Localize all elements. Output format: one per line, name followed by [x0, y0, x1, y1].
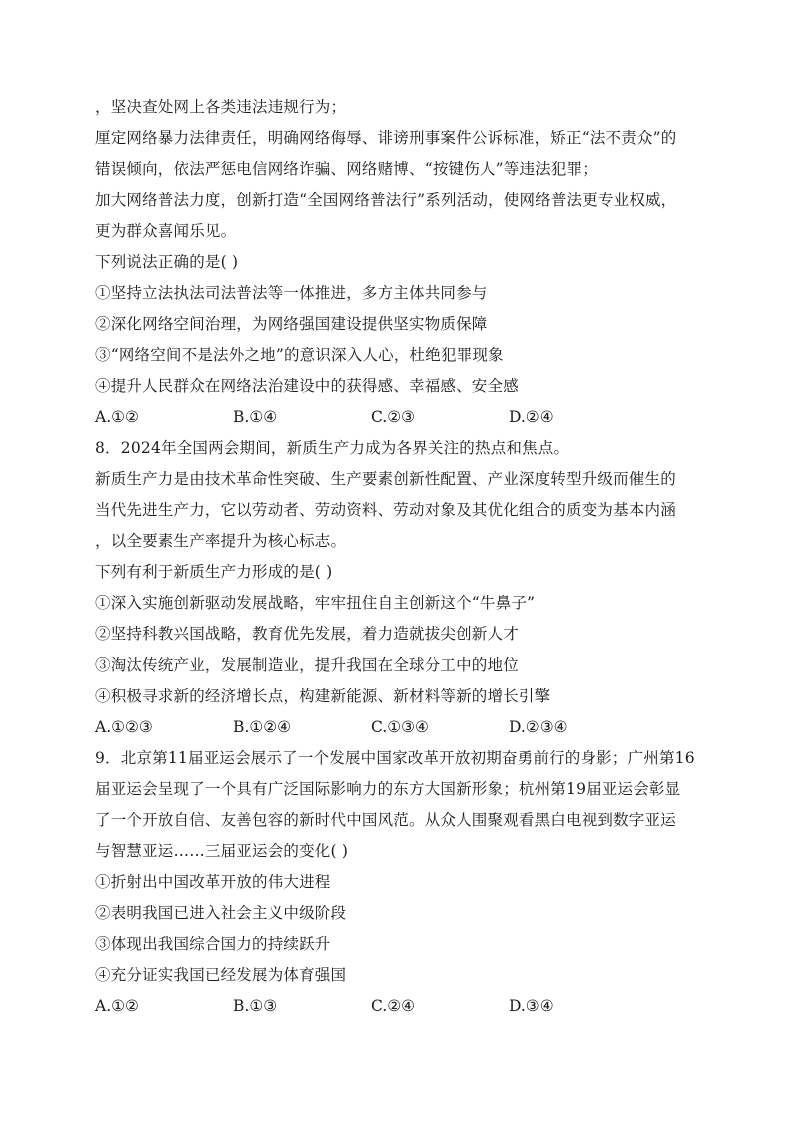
choice-d: D.②④: [509, 408, 554, 426]
question-title: 9．北京第11届亚运会展示了一个发展中国家改革开放初期奋勇前行的身影；广州第16: [95, 749, 695, 767]
question-9-options: [95, 867, 705, 991]
stem-line: 当代先进生产力，它以劳动者、劳动资料、劳动对象及其优化组合的质变为基本内涵: [95, 501, 676, 519]
option-statement: ②坚持科教兴国战略，教育优先发展，着力造就拔尖创新人才: [95, 625, 519, 643]
stem-line: 届亚运会呈现了一个具有广泛国际影响力的东方大国新形象；杭州第19届亚运会彰显: [95, 780, 681, 798]
stem-line: ，以全要素生产率提升为核心标志。: [95, 532, 347, 550]
choice-a: A.①②③: [95, 718, 153, 736]
option-statement: ②深化网络空间治理，为网络强国建设提供坚实物质保障: [95, 315, 488, 333]
choice-d: D.②③④: [509, 718, 568, 736]
question-prompt: 下列有利于新质生产力形成的是( ): [95, 563, 333, 581]
question-7-options: [95, 278, 705, 402]
choice-b: B.①②④: [233, 718, 292, 736]
option-statement: ③体现出我国综合国力的持续跃升: [95, 935, 331, 953]
question-7-stem: [95, 92, 705, 278]
question-9-choices: [95, 991, 705, 1022]
stem-line: 错误倾向，依法严惩电信网络诈骗、网络赌博、“按键伤人”等违法犯罪；: [95, 160, 598, 178]
question-8-options: [95, 588, 705, 712]
stem-line: 了一个开放自信、友善包容的新时代中国风范。从众人围聚观看黑白电视到数字亚运: [95, 811, 676, 829]
question-7-choices: [95, 402, 705, 433]
stem-line: 更为群众喜闻乐见。: [95, 222, 237, 240]
exam-page: [95, 92, 705, 1022]
stem-line: 加大网络普法力度，创新打造“全国网络普法行”系列活动，使网络普法更专业权威，: [95, 191, 677, 209]
option-statement: ④提升人民群众在网络法治建设中的获得感、幸福感、安全感: [95, 377, 519, 395]
stem-line: 厘定网络暴力法律责任，明确网络侮辱、诽谤刑事案件公诉标准，矫正“法不责众”的: [95, 129, 677, 147]
question-title: 8．2024年全国两会期间，新质生产力成为各界关注的热点和焦点。: [95, 439, 570, 457]
choice-d: D.③④: [509, 997, 554, 1015]
option-statement: ③“网络空间不是法外之地”的意识深入人心，杜绝犯罪现象: [95, 346, 504, 364]
question-prompt: 下列说法正确的是( ): [95, 253, 239, 271]
choice-c: C.②③: [371, 408, 416, 426]
choice-b: B.①③: [233, 997, 278, 1015]
choice-c: C.①③④: [371, 718, 429, 736]
option-statement: ①折射出中国改革开放的伟大进程: [95, 873, 331, 891]
option-statement: ②表明我国已进入社会主义中级阶段: [95, 904, 347, 922]
option-statement: ①深入实施创新驱动发展战略，牢牢扭住自主创新这个“牛鼻子”: [95, 594, 536, 612]
option-statement: ①坚持立法执法司法普法等一体推进，多方主体共同参与: [95, 284, 488, 302]
option-statement: ④充分证实我国已经发展为体育强国: [95, 966, 347, 984]
question-prompt: 与智慧亚运……三届亚运会的变化( ): [95, 842, 349, 860]
stem-line: 新质生产力是由技术革命性突破、生产要素创新性配置、产业深度转型升级而催生的: [95, 470, 676, 488]
option-statement: ④积极寻求新的经济增长点，构建新能源、新材料等新的增长引擎: [95, 687, 551, 705]
question-8-choices: [95, 712, 705, 743]
stem-line: ，坚决查处网上各类违法违规行为；: [95, 98, 347, 116]
choice-a: A.①②: [95, 408, 139, 426]
option-statement: ③淘汰传统产业，发展制造业，提升我国在全球分工中的地位: [95, 656, 519, 674]
choice-b: B.①④: [233, 408, 278, 426]
choice-c: C.②④: [371, 997, 416, 1015]
choice-a: A.①②: [95, 997, 139, 1015]
question-9-stem: [95, 743, 705, 867]
question-8-stem: [95, 433, 705, 588]
